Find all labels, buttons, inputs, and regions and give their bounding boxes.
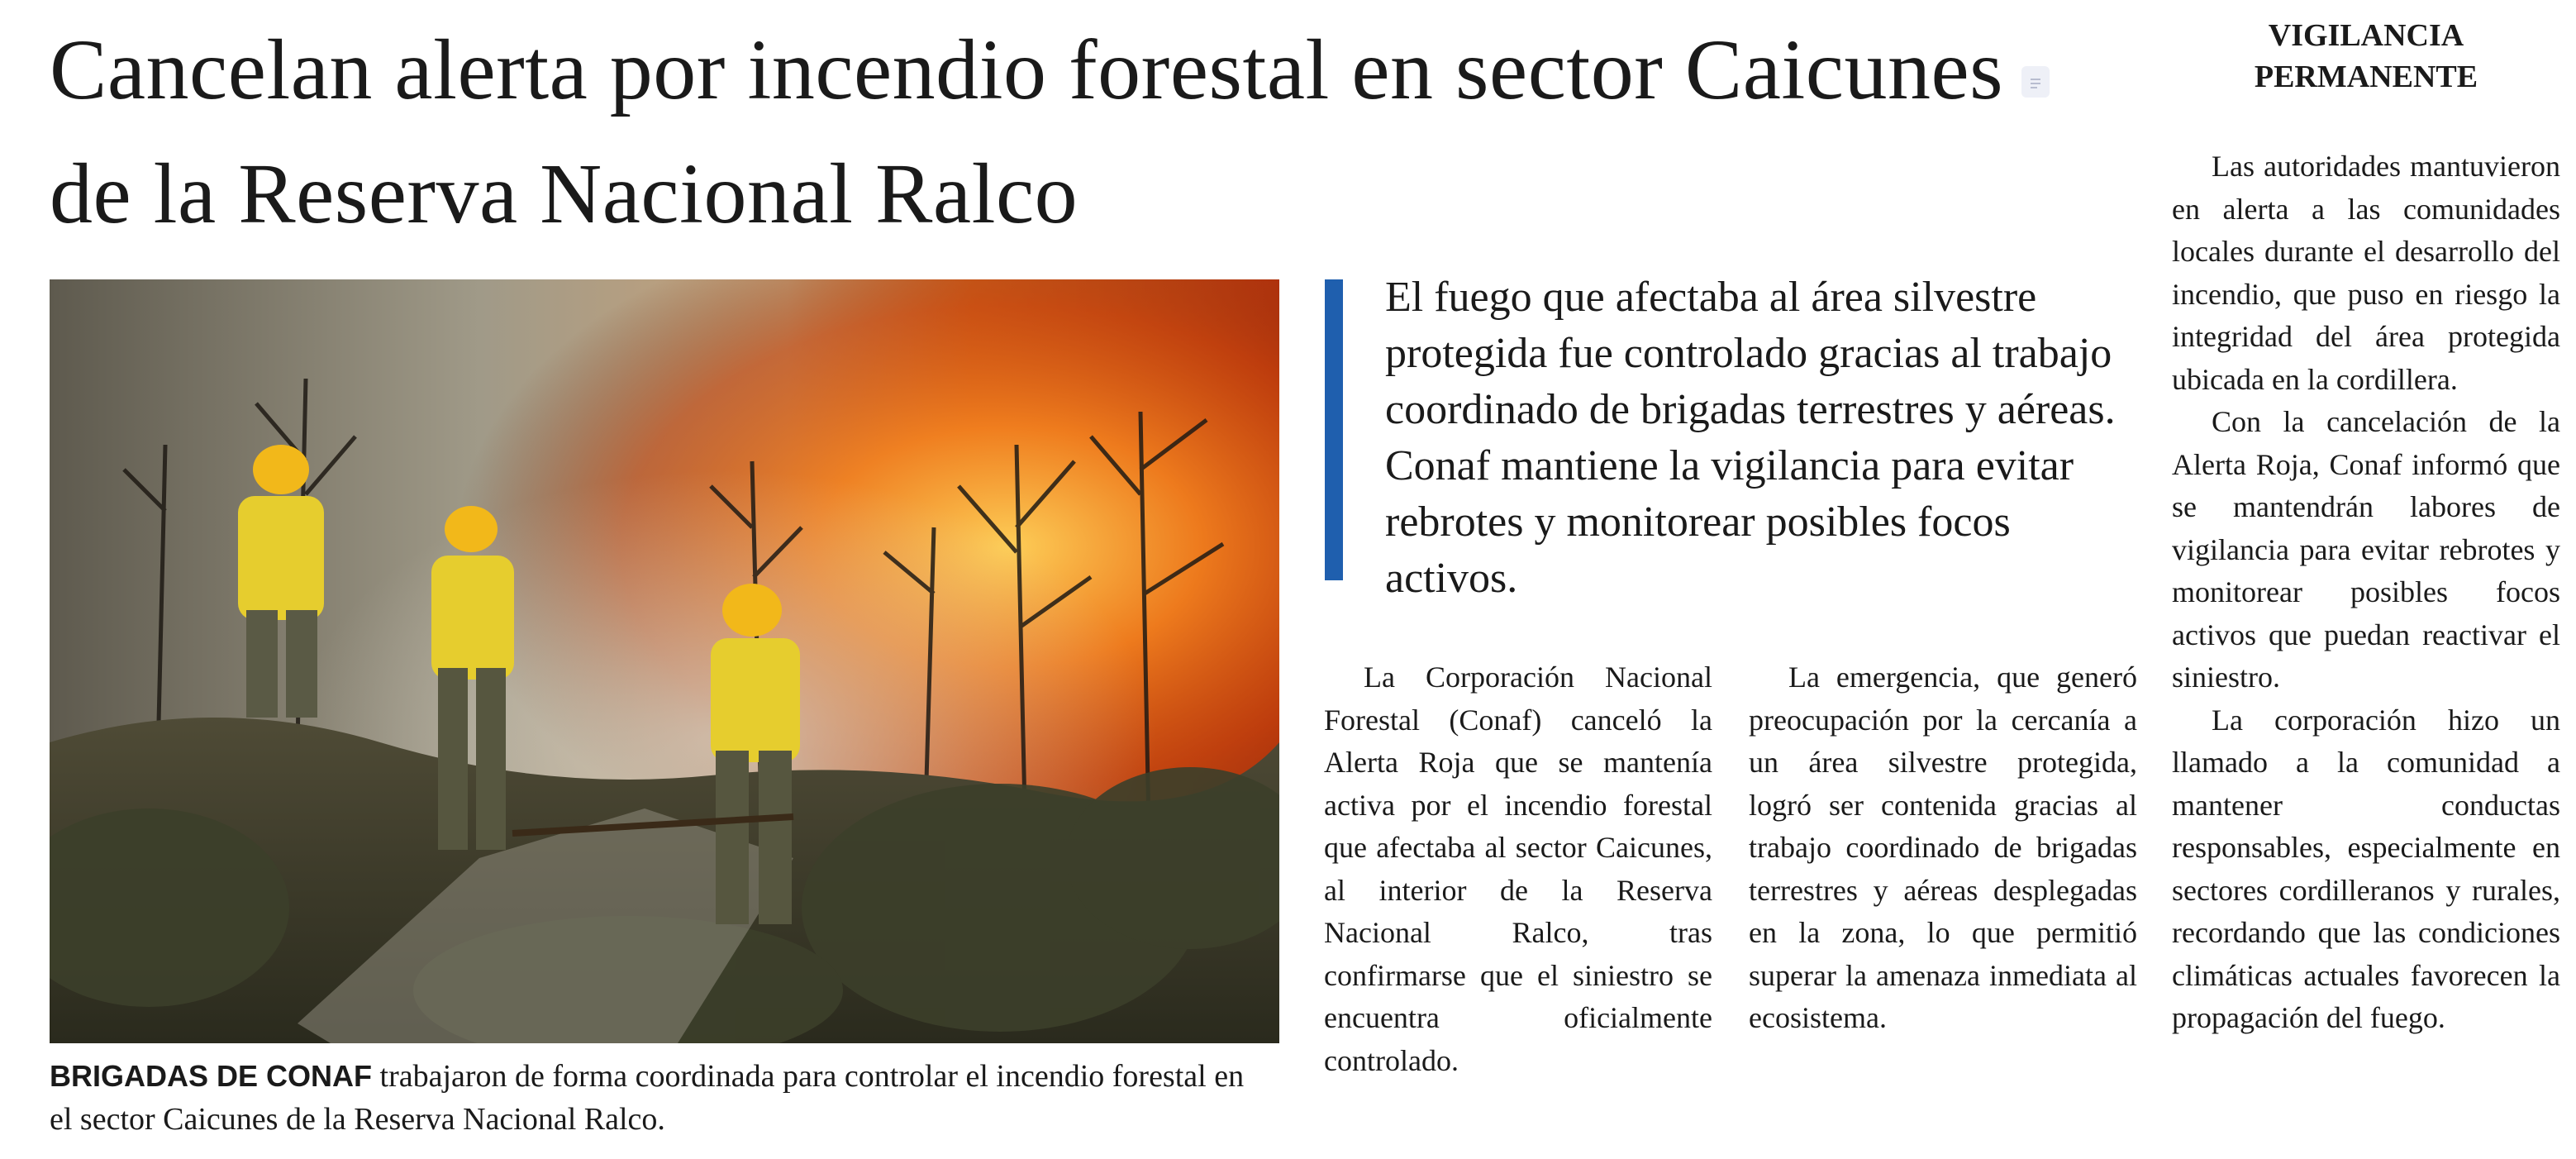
body-column-2 (1749, 656, 2137, 1040)
body-column-1 (1324, 656, 1712, 1082)
body-paragraph: La Corporación Nacional Forestal (Conaf) canceló la Alerta Roja que se mantenía activa por el incendio forestal que afectaba al sector Caicunes, al interior de la Reserva Nacional Ralco, tras confirmarse que el siniestro se encuentra oficialmente controlado. (1324, 661, 1712, 1077)
headline: Cancelan alerta por incendio forestal en sector Caicunes de la Reserva Nacional Ralco (50, 22, 2004, 241)
caption-text: trabajaron de forma coordinada para controlar el incendio forestal en el sector Caicunes de la Reserva Nacional Ralco. (50, 1059, 1245, 1137)
pull-quote-bar (1325, 279, 1343, 580)
pull-quote: El fuego que afectaba al área silvestre protegida fue controlado gracias al trabajo coordinado de brigadas terrestres y aéreas. Conaf mantiene la vigilancia para evitar rebrotes y monitorear posibles focos activos. (1385, 274, 2116, 602)
sidebar-title: VIGILANCIA PERMANENTE (2254, 18, 2478, 94)
caption-lead: BRIGADAS DE CONAF (50, 1059, 373, 1093)
body-paragraph: La emergencia, que generó preocupación por la cercanía a un área silvestre protegida, logró ser contenida gracias al trabajo coordinado de brigadas terrestres y aéreas desplegadas en la zona, lo que permitió superar la amenaza inmediata al ecosistema. (1749, 661, 2137, 1034)
sidebar-paragraph: Con la cancelación de la Alerta Roja, Conaf informó que se mantendrán labores de vigilancia para evitar rebrotes y monitorear posibles focos activos que puedan reactivar el siniestro. (2172, 405, 2560, 694)
sidebar-column (2172, 145, 2560, 1040)
article-photo (50, 279, 1279, 1043)
note-icon[interactable] (2021, 66, 2050, 98)
sidebar-paragraph: Las autoridades mantuvieron en alerta a las comunidades locales durante el desarrollo del incendio, que puso en riesgo la integridad del área protegida ubicada en la cordillera. (2172, 150, 2560, 396)
sidebar-paragraph: La corporación hizo un llamado a la comunidad a mantener conductas responsables, especialmente en sectores cordilleranos y rurales, recordando que las condiciones climáticas actuales favorecen la propagación del fuego. (2172, 703, 2560, 1034)
photo-caption (50, 1055, 1273, 1141)
